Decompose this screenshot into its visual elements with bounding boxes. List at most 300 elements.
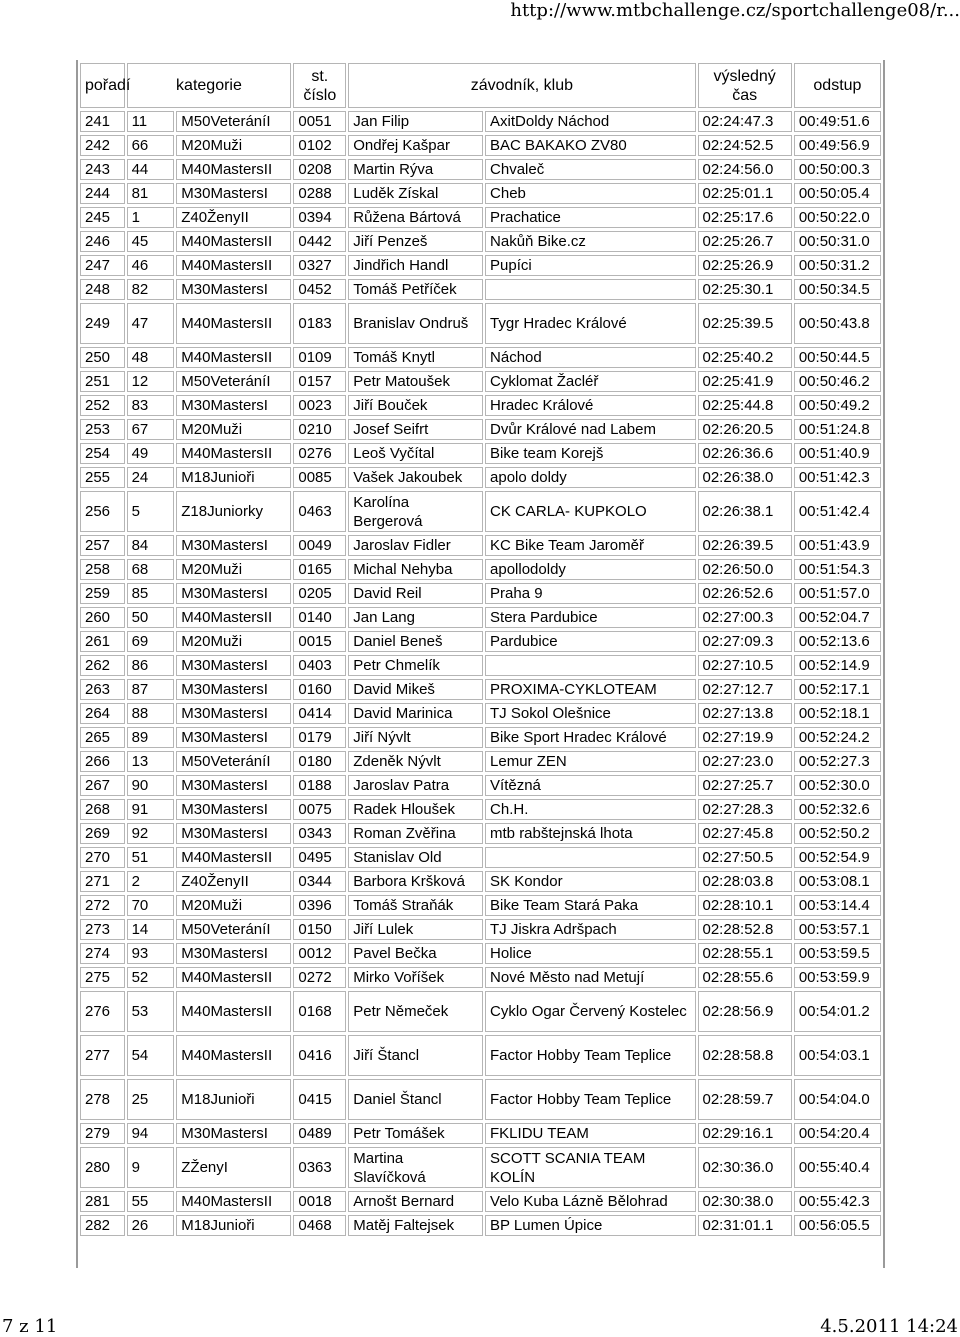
cell-category: M40MastersII [176,1191,291,1212]
cell-category-rank: 44 [127,159,175,180]
cell-time: 02:27:10.5 [698,655,792,676]
cell-racer: Jaroslav Patra [348,775,483,796]
cell-club: KC Bike Team Jaroměř [485,535,695,556]
cell-start-number: 0343 [293,823,346,844]
cell-time: 02:27:19.9 [698,727,792,748]
cell-gap: 00:53:59.5 [794,943,881,964]
cell-category-rank: 1 [127,207,175,228]
cell-start-number: 0414 [293,703,346,724]
table-row [80,631,881,652]
cell-rank: 246 [80,231,125,252]
cell-rank: 245 [80,207,125,228]
cell-category: M40MastersII [176,347,291,368]
cell-time: 02:25:17.6 [698,207,792,228]
table-row [80,255,881,276]
cell-start-number: 0085 [293,467,346,488]
cell-club: BP Lumen Úpice [485,1215,695,1236]
cell-category-rank: 49 [127,443,175,464]
cell-club: Prachatice [485,207,695,228]
table-row [80,395,881,416]
cell-racer: Jindřich Handl [348,255,483,276]
cell-time: 02:24:47.3 [698,111,792,132]
cell-rank: 256 [80,491,125,532]
cell-category: M30MastersI [176,727,291,748]
table-row [80,231,881,252]
cell-racer: Radek Hloušek [348,799,483,820]
cell-club: BAC BAKAKO ZV80 [485,135,695,156]
cell-time: 02:25:41.9 [698,371,792,392]
cell-category-rank: 9 [127,1147,175,1188]
cell-start-number: 0023 [293,395,346,416]
cell-category-rank: 69 [127,631,175,652]
cell-category-rank: 55 [127,1191,175,1212]
cell-club: Ch.H. [485,799,695,820]
header-gap: odstup [794,63,881,108]
cell-start-number: 0205 [293,583,346,604]
cell-time: 02:28:55.6 [698,967,792,988]
cell-category-rank: 83 [127,395,175,416]
cell-category-rank: 94 [127,1123,175,1144]
cell-category: M40MastersII [176,231,291,252]
cell-gap: 00:51:24.8 [794,419,881,440]
cell-club: Náchod [485,347,695,368]
cell-gap: 00:51:43.9 [794,535,881,556]
cell-gap: 00:56:05.5 [794,1215,881,1236]
cell-category: ZŽenyI [176,1147,291,1188]
cell-club: Nové Město nad Metují [485,967,695,988]
cell-start-number: 0160 [293,679,346,700]
cell-start-number: 0150 [293,919,346,940]
cell-category: M20Muži [176,135,291,156]
cell-time: 02:25:44.8 [698,395,792,416]
table-row [80,583,881,604]
cell-rank: 275 [80,967,125,988]
cell-gap: 00:52:32.6 [794,799,881,820]
cell-rank: 272 [80,895,125,916]
cell-gap: 00:50:46.2 [794,371,881,392]
cell-category: M30MastersI [176,775,291,796]
header-final-time: výsledný čas [698,63,792,108]
cell-rank: 250 [80,347,125,368]
page-counter: 7 z 11 [2,1316,58,1337]
cell-time: 02:26:38.0 [698,467,792,488]
cell-start-number: 0363 [293,1147,346,1188]
cell-racer: Arnošt Bernard [348,1191,483,1212]
cell-category: M20Muži [176,559,291,580]
cell-gap: 00:51:57.0 [794,583,881,604]
cell-start-number: 0049 [293,535,346,556]
cell-racer: Petr Chmelík [348,655,483,676]
cell-club: TJ Jiskra Adršpach [485,919,695,940]
table-row [80,135,881,156]
cell-category: M30MastersI [176,279,291,300]
cell-start-number: 0463 [293,491,346,532]
cell-start-number: 0208 [293,159,346,180]
cell-racer: Karolína Bergerová [348,491,483,532]
table-header-row [80,63,881,108]
cell-category-rank: 67 [127,419,175,440]
cell-category-rank: 86 [127,655,175,676]
cell-rank: 274 [80,943,125,964]
cell-category-rank: 50 [127,607,175,628]
cell-club: Chvaleč [485,159,695,180]
cell-category-rank: 88 [127,703,175,724]
cell-time: 02:25:30.1 [698,279,792,300]
cell-category-rank: 54 [127,1035,175,1076]
cell-racer: Matěj Faltejsek [348,1215,483,1236]
header-start-number: st. číslo [293,63,346,108]
cell-category-rank: 51 [127,847,175,868]
cell-start-number: 0415 [293,1079,346,1120]
cell-rank: 264 [80,703,125,724]
cell-rank: 278 [80,1079,125,1120]
cell-time: 02:28:10.1 [698,895,792,916]
cell-category: M20Muži [176,419,291,440]
cell-rank: 276 [80,991,125,1032]
cell-club: Factor Hobby Team Teplice [485,1035,695,1076]
cell-category-rank: 14 [127,919,175,940]
cell-category-rank: 52 [127,967,175,988]
cell-racer: David Reil [348,583,483,604]
cell-club: apolo doldy [485,467,695,488]
cell-time: 02:29:16.1 [698,1123,792,1144]
table-row [80,871,881,892]
cell-rank: 270 [80,847,125,868]
header-racer-club: závodník, klub [348,63,695,108]
cell-club: mtb rabštejnská lhota [485,823,695,844]
cell-gap: 00:49:51.6 [794,111,881,132]
cell-rank: 271 [80,871,125,892]
table-row [80,111,881,132]
table-row [80,847,881,868]
cell-rank: 266 [80,751,125,772]
cell-gap: 00:51:42.3 [794,467,881,488]
cell-start-number: 0015 [293,631,346,652]
cell-category: M18Junioři [176,1215,291,1236]
cell-gap: 00:53:14.4 [794,895,881,916]
table-row [80,607,881,628]
cell-racer: Stanislav Old [348,847,483,868]
cell-racer: Jan Filip [348,111,483,132]
cell-time: 02:27:45.8 [698,823,792,844]
cell-gap: 00:53:59.9 [794,967,881,988]
cell-category-rank: 53 [127,991,175,1032]
cell-category: M40MastersII [176,159,291,180]
cell-category-rank: 24 [127,467,175,488]
cell-category-rank: 45 [127,231,175,252]
cell-time: 02:24:56.0 [698,159,792,180]
cell-gap: 00:50:49.2 [794,395,881,416]
table-row [80,559,881,580]
cell-club: Holice [485,943,695,964]
cell-racer: David Mikeš [348,679,483,700]
cell-category-rank: 48 [127,347,175,368]
cell-gap: 00:52:24.2 [794,727,881,748]
cell-time: 02:24:52.5 [698,135,792,156]
cell-category: M30MastersI [176,679,291,700]
cell-racer: Růžena Bártová [348,207,483,228]
cell-racer: Jaroslav Fidler [348,535,483,556]
cell-rank: 251 [80,371,125,392]
cell-time: 02:26:50.0 [698,559,792,580]
cell-category-rank: 82 [127,279,175,300]
cell-gap: 00:52:54.9 [794,847,881,868]
cell-racer: Luděk Získal [348,183,483,204]
cell-club: TJ Sokol Olešnice [485,703,695,724]
cell-category-rank: 2 [127,871,175,892]
cell-club: Cyklo Ogar Červený Kostelec [485,991,695,1032]
cell-time: 02:26:20.5 [698,419,792,440]
table-row [80,679,881,700]
table-row [80,303,881,344]
table-row [80,183,881,204]
cell-category-rank: 46 [127,255,175,276]
cell-rank: 263 [80,679,125,700]
cell-racer: Mirko Voříšek [348,967,483,988]
cell-rank: 277 [80,1035,125,1076]
table-row [80,443,881,464]
cell-start-number: 0468 [293,1215,346,1236]
cell-racer: Martin Rýva [348,159,483,180]
cell-club: Stera Pardubice [485,607,695,628]
table-row [80,751,881,772]
table-row [80,775,881,796]
cell-category: M18Junioři [176,467,291,488]
cell-rank: 254 [80,443,125,464]
cell-category: M18Junioři [176,1079,291,1120]
cell-rank: 273 [80,919,125,940]
table-row [80,1123,881,1144]
cell-rank: 242 [80,135,125,156]
cell-racer: David Marinica [348,703,483,724]
cell-club [485,847,695,868]
cell-category: M30MastersI [176,799,291,820]
table-row [80,703,881,724]
cell-category: M40MastersII [176,847,291,868]
cell-category-rank: 26 [127,1215,175,1236]
cell-club: Tygr Hradec Králové [485,303,695,344]
cell-time: 02:27:13.8 [698,703,792,724]
cell-time: 02:27:50.5 [698,847,792,868]
cell-club: apollodoldy [485,559,695,580]
cell-club [485,655,695,676]
cell-rank: 259 [80,583,125,604]
cell-gap: 00:52:13.6 [794,631,881,652]
cell-category-rank: 70 [127,895,175,916]
cell-club: Praha 9 [485,583,695,604]
cell-racer: Daniel Štancl [348,1079,483,1120]
cell-rank: 257 [80,535,125,556]
cell-category: M50VeteráníI [176,919,291,940]
cell-category-rank: 91 [127,799,175,820]
cell-time: 02:26:38.1 [698,491,792,532]
cell-club: Cyklomat Žacléř [485,371,695,392]
cell-time: 02:28:58.8 [698,1035,792,1076]
results-body [80,111,881,1236]
cell-category-rank: 90 [127,775,175,796]
header-poradi: pořadí [80,63,125,108]
cell-club: Velo Kuba Lázně Bělohrad [485,1191,695,1212]
cell-club: Pupíci [485,255,695,276]
page-url: http://www.mtbchallenge.cz/sportchallenge08/r... [510,0,960,21]
cell-category: M20Muži [176,631,291,652]
cell-racer: Jiří Lulek [348,919,483,940]
cell-start-number: 0394 [293,207,346,228]
cell-start-number: 0018 [293,1191,346,1212]
cell-time: 02:27:23.0 [698,751,792,772]
cell-time: 02:25:26.7 [698,231,792,252]
cell-rank: 267 [80,775,125,796]
cell-start-number: 0188 [293,775,346,796]
cell-club: Bike team Korejš [485,443,695,464]
cell-start-number: 0327 [293,255,346,276]
cell-start-number: 0180 [293,751,346,772]
cell-category-rank: 25 [127,1079,175,1120]
cell-club: CK CARLA- KUPKOLO [485,491,695,532]
table-row [80,1035,881,1076]
header-kategorie: kategorie [127,63,292,108]
cell-club: Vítězná [485,775,695,796]
cell-time: 02:28:56.9 [698,991,792,1032]
cell-time: 02:25:26.9 [698,255,792,276]
cell-category: M30MastersI [176,183,291,204]
cell-racer: Branislav Ondruš [348,303,483,344]
cell-club: Lemur ZEN [485,751,695,772]
cell-racer: Tomáš Straňák [348,895,483,916]
cell-start-number: 0452 [293,279,346,300]
table-row [80,967,881,988]
cell-category-rank: 89 [127,727,175,748]
cell-category: M30MastersI [176,583,291,604]
cell-club: FKLIDU TEAM [485,1123,695,1144]
cell-gap: 00:52:14.9 [794,655,881,676]
cell-club: Pardubice [485,631,695,652]
cell-time: 02:26:52.6 [698,583,792,604]
cell-rank: 280 [80,1147,125,1188]
cell-time: 02:27:25.7 [698,775,792,796]
cell-club: Bike Sport Hradec Králové [485,727,695,748]
cell-category-rank: 5 [127,491,175,532]
cell-category: M40MastersII [176,443,291,464]
table-row [80,823,881,844]
cell-time: 02:25:39.5 [698,303,792,344]
table-row [80,467,881,488]
table-row [80,895,881,916]
cell-rank: 248 [80,279,125,300]
cell-category: M50VeteráníI [176,371,291,392]
cell-category-rank: 87 [127,679,175,700]
cell-racer: Jiří Penzeš [348,231,483,252]
cell-club: Factor Hobby Team Teplice [485,1079,695,1120]
cell-rank: 279 [80,1123,125,1144]
cell-start-number: 0183 [293,303,346,344]
table-row [80,655,881,676]
cell-start-number: 0396 [293,895,346,916]
cell-category: M20Muži [176,895,291,916]
cell-club: Hradec Králové [485,395,695,416]
cell-time: 02:25:40.2 [698,347,792,368]
cell-gap: 00:50:34.5 [794,279,881,300]
table-row [80,943,881,964]
cell-gap: 00:51:42.4 [794,491,881,532]
cell-category-rank: 84 [127,535,175,556]
cell-gap: 00:50:43.8 [794,303,881,344]
cell-racer: Ondřej Kašpar [348,135,483,156]
cell-gap: 00:50:44.5 [794,347,881,368]
cell-club: Nakůň Bike.cz [485,231,695,252]
cell-racer: Petr Němeček [348,991,483,1032]
cell-racer: Barbora Kršková [348,871,483,892]
cell-rank: 247 [80,255,125,276]
cell-start-number: 0442 [293,231,346,252]
cell-rank: 253 [80,419,125,440]
cell-start-number: 0102 [293,135,346,156]
cell-category: M30MastersI [176,823,291,844]
table-row [80,279,881,300]
cell-start-number: 0489 [293,1123,346,1144]
cell-gap: 00:54:03.1 [794,1035,881,1076]
cell-rank: 249 [80,303,125,344]
cell-category: M30MastersI [176,535,291,556]
cell-gap: 00:52:50.2 [794,823,881,844]
cell-rank: 268 [80,799,125,820]
cell-racer: Jiří Štancl [348,1035,483,1076]
cell-start-number: 0165 [293,559,346,580]
cell-gap: 00:54:20.4 [794,1123,881,1144]
table-row [80,535,881,556]
table-row [80,1191,881,1212]
cell-category: M40MastersII [176,607,291,628]
cell-gap: 00:51:40.9 [794,443,881,464]
cell-club: PROXIMA-CYKLOTEAM [485,679,695,700]
cell-rank: 255 [80,467,125,488]
cell-start-number: 0051 [293,111,346,132]
table-row [80,727,881,748]
cell-category: Z40ŽenyII [176,871,291,892]
cell-racer: Martina Slavíčková [348,1147,483,1188]
cell-racer: Roman Zvěřina [348,823,483,844]
cell-time: 02:28:55.1 [698,943,792,964]
cell-racer: Josef Seifrt [348,419,483,440]
cell-category: M40MastersII [176,967,291,988]
cell-gap: 00:50:00.3 [794,159,881,180]
cell-racer: Jiří Nývlt [348,727,483,748]
cell-rank: 241 [80,111,125,132]
cell-start-number: 0075 [293,799,346,820]
cell-category-rank: 12 [127,371,175,392]
cell-racer: Tomáš Knytl [348,347,483,368]
cell-start-number: 0168 [293,991,346,1032]
cell-start-number: 0109 [293,347,346,368]
cell-category: M30MastersI [176,703,291,724]
cell-gap: 00:49:56.9 [794,135,881,156]
cell-start-number: 0495 [293,847,346,868]
cell-gap: 00:52:30.0 [794,775,881,796]
cell-start-number: 0272 [293,967,346,988]
cell-gap: 00:53:57.1 [794,919,881,940]
cell-rank: 281 [80,1191,125,1212]
cell-category-rank: 92 [127,823,175,844]
cell-start-number: 0288 [293,183,346,204]
table-row [80,347,881,368]
cell-racer: Petr Tomášek [348,1123,483,1144]
cell-start-number: 0416 [293,1035,346,1076]
cell-category: M40MastersII [176,303,291,344]
cell-gap: 00:52:27.3 [794,751,881,772]
cell-racer: Pavel Bečka [348,943,483,964]
cell-category: Z18Juniorky [176,491,291,532]
cell-category: M40MastersII [176,1035,291,1076]
